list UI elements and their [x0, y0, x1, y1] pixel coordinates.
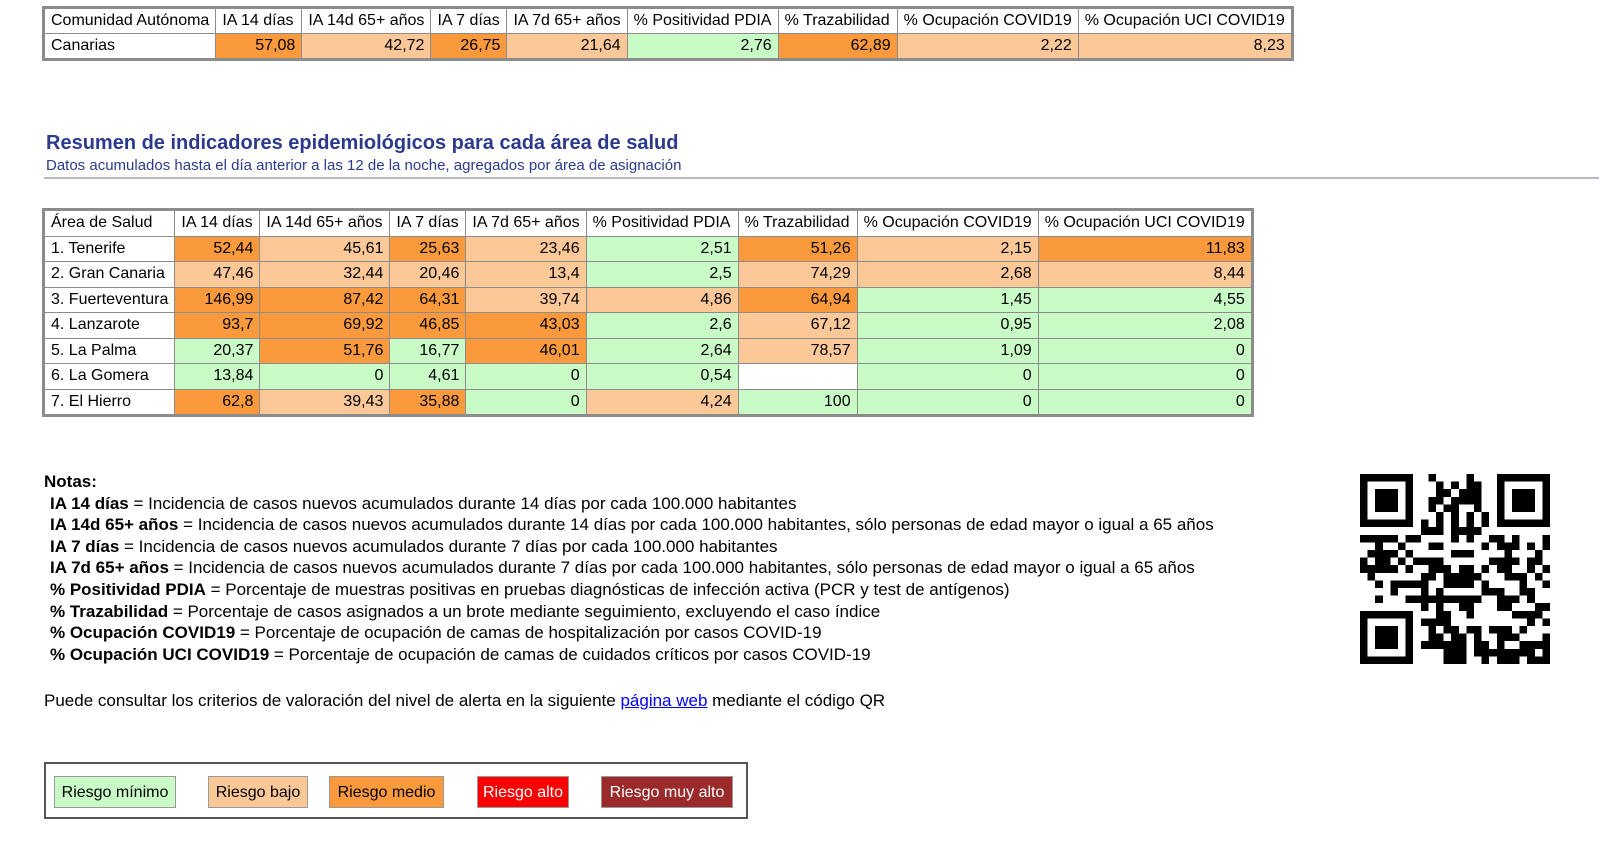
table-row — [45, 313, 1252, 339]
column-header: IA 7 días — [390, 211, 466, 237]
section-divider — [44, 177, 1599, 179]
table-cell: 20,37 — [175, 338, 260, 364]
note-description: = Porcentaje de casos asignados a un brote mediante seguimiento, excluyendo el caso índice — [168, 601, 881, 621]
table-cell: 62,89 — [778, 34, 897, 59]
table-cell: 8,23 — [1078, 34, 1291, 59]
risk-legend — [44, 762, 748, 819]
column-header: IA 7 días — [431, 9, 507, 34]
table-cell: 46,01 — [466, 338, 586, 364]
table-cell: 146,99 — [175, 287, 260, 313]
note-term: % Ocupación COVID19 — [50, 623, 236, 643]
consult-text — [44, 691, 885, 711]
column-header: % Trazabilidad — [778, 9, 897, 34]
table-cell: 93,7 — [175, 313, 260, 339]
note-item — [44, 536, 1214, 558]
notes-section — [44, 471, 1214, 665]
table-cell: 0 — [857, 389, 1038, 415]
note-item — [44, 622, 1214, 644]
table-cell: 26,75 — [431, 34, 507, 59]
note-term: IA 7 días — [50, 536, 120, 556]
table-cell: 74,29 — [738, 262, 857, 288]
table-cell: 2,6 — [586, 313, 738, 339]
table-cell: 1,09 — [857, 338, 1038, 364]
column-header: % Trazabilidad — [738, 211, 857, 237]
legend-risk-medium: Riesgo medio — [329, 776, 444, 808]
column-header: % Ocupación UCI COVID19 — [1038, 211, 1251, 237]
table-cell: 4,55 — [1038, 287, 1251, 313]
table-cell: 51,26 — [738, 236, 857, 262]
table-cell: 64,31 — [390, 287, 466, 313]
table-cell: 67,12 — [738, 313, 857, 339]
area-name: 2. Gran Canaria — [45, 262, 175, 288]
table-cell: 45,61 — [260, 236, 390, 262]
table-cell: 32,44 — [260, 262, 390, 288]
note-item — [44, 557, 1214, 579]
table-cell: 16,77 — [390, 338, 466, 364]
table-row — [45, 34, 1292, 59]
note-description: = Incidencia de casos nuevos acumulados durante 7 días por cada 100.000 habitantes, sólo personas de edad mayor o igual a 65 años — [168, 558, 1195, 578]
table-cell: 11,83 — [1038, 236, 1251, 262]
note-term: IA 7d 65+ años — [50, 558, 169, 578]
table-cell: 20,46 — [390, 262, 466, 288]
column-header: IA 7d 65+ años — [466, 211, 586, 237]
table-cell: 0,54 — [586, 364, 738, 390]
table-cell: 62,8 — [175, 389, 260, 415]
area-name: 5. La Palma — [45, 338, 175, 364]
column-header: Comunidad Autónoma — [45, 9, 216, 34]
column-header: IA 14 días — [175, 211, 260, 237]
column-header: Área de Salud — [45, 211, 175, 237]
note-description: = Porcentaje de ocupación de camas de hospitalización por casos COVID-19 — [235, 623, 822, 643]
notes-title: Notas: — [44, 472, 97, 491]
table-cell: 0 — [1038, 338, 1251, 364]
table-row — [45, 364, 1252, 390]
note-description: = Porcentaje de muestras positivas en pruebas diagnósticas de infección activa (PCR y test de antígenos) — [205, 579, 1010, 599]
table-row — [45, 236, 1252, 262]
community-summary-table — [44, 8, 1292, 59]
table-cell: 0 — [260, 364, 390, 390]
table-cell — [738, 364, 857, 390]
column-header: % Positividad PDIA — [627, 9, 778, 34]
health-area-table — [44, 210, 1252, 415]
note-description: = Incidencia de casos nuevos acumulados durante 7 días por cada 100.000 habitantes — [119, 536, 778, 556]
table-cell: 2,22 — [897, 34, 1078, 59]
table-cell: 87,42 — [260, 287, 390, 313]
note-term: % Trazabilidad — [50, 601, 169, 621]
note-term: IA 14 días — [50, 493, 129, 513]
column-header: % Positividad PDIA — [586, 211, 738, 237]
column-header: IA 7d 65+ años — [507, 9, 627, 34]
area-name: 1. Tenerife — [45, 236, 175, 262]
table-cell: 23,46 — [466, 236, 586, 262]
consult-text-before: Puede consultar los criterios de valoración del nivel de alerta en la siguiente — [44, 691, 621, 710]
column-header: IA 14d 65+ años — [260, 211, 390, 237]
note-item — [44, 601, 1214, 623]
table-cell: 2,76 — [627, 34, 778, 59]
column-header: % Ocupación UCI COVID19 — [1078, 9, 1291, 34]
legend-risk-minimal: Riesgo mínimo — [54, 776, 176, 808]
table-cell: 8,44 — [1038, 262, 1251, 288]
table-row — [45, 338, 1252, 364]
note-term: % Ocupación UCI COVID19 — [50, 644, 270, 664]
column-header: % Ocupación COVID19 — [857, 211, 1038, 237]
table-cell: 2,51 — [586, 236, 738, 262]
table-cell: 0 — [1038, 389, 1251, 415]
note-term: IA 14d 65+ años — [50, 515, 179, 535]
table-cell: 43,03 — [466, 313, 586, 339]
table-cell: 13,4 — [466, 262, 586, 288]
table-cell: 2,5 — [586, 262, 738, 288]
table-cell: 4,24 — [586, 389, 738, 415]
table-cell: 21,64 — [507, 34, 627, 59]
legend-risk-high: Riesgo alto — [477, 776, 569, 808]
area-name: 4. Lanzarote — [45, 313, 175, 339]
table-cell: 2,64 — [586, 338, 738, 364]
consult-text-after: mediante el código QR — [707, 691, 886, 710]
area-name: 3. Fuerteventura — [45, 287, 175, 313]
note-description: = Incidencia de casos nuevos acumulados durante 14 días por cada 100.000 habitantes, sólo personas de edad mayor o igual a 65 años — [178, 515, 1214, 535]
column-header: % Ocupación COVID19 — [897, 9, 1078, 34]
table-cell: 4,61 — [390, 364, 466, 390]
table-cell: 0 — [1038, 364, 1251, 390]
table-cell: 1,45 — [857, 287, 1038, 313]
table-cell: 2,68 — [857, 262, 1038, 288]
table-cell: 78,57 — [738, 338, 857, 364]
area-name: 6. La Gomera — [45, 364, 175, 390]
table-cell: 0 — [857, 364, 1038, 390]
table-cell: 39,74 — [466, 287, 586, 313]
community-name: Canarias — [45, 34, 216, 59]
note-item — [44, 644, 1214, 666]
table-cell: 46,85 — [390, 313, 466, 339]
note-item — [44, 493, 1214, 515]
table-header-row — [45, 9, 1292, 34]
table-cell: 0 — [466, 364, 586, 390]
table-cell: 2,08 — [1038, 313, 1251, 339]
table-cell: 35,88 — [390, 389, 466, 415]
table-header-row — [45, 211, 1252, 237]
table-cell: 4,86 — [586, 287, 738, 313]
note-item — [44, 579, 1214, 601]
legend-risk-very-high: Riesgo muy alto — [601, 776, 733, 808]
table-row — [45, 262, 1252, 288]
table-cell: 64,94 — [738, 287, 857, 313]
column-header: IA 14d 65+ años — [302, 9, 431, 34]
table-cell: 0,95 — [857, 313, 1038, 339]
table-cell: 52,44 — [175, 236, 260, 262]
table-cell: 100 — [738, 389, 857, 415]
qr-code-icon — [1360, 474, 1550, 664]
section-subtitle: Datos acumulados hasta el día anterior a las 12 de la noche, agregados por área de asignación — [46, 157, 682, 174]
table-cell: 57,08 — [216, 34, 302, 59]
note-item — [44, 514, 1214, 536]
table-cell: 25,63 — [390, 236, 466, 262]
area-name: 7. El Hierro — [45, 389, 175, 415]
table-row — [45, 287, 1252, 313]
legend-risk-low: Riesgo bajo — [208, 776, 308, 808]
column-header: IA 14 días — [216, 9, 302, 34]
web-page-link[interactable]: página web — [620, 691, 708, 710]
table-cell: 13,84 — [175, 364, 260, 390]
section-title: Resumen de indicadores epidemiológicos para cada área de salud — [46, 132, 679, 154]
table-cell: 69,92 — [260, 313, 390, 339]
table-cell: 51,76 — [260, 338, 390, 364]
table-cell: 39,43 — [260, 389, 390, 415]
table-cell: 47,46 — [175, 262, 260, 288]
table-cell: 2,15 — [857, 236, 1038, 262]
note-description: = Porcentaje de ocupación de camas de cuidados críticos por casos COVID-19 — [269, 644, 871, 664]
table-cell: 0 — [466, 389, 586, 415]
table-row — [45, 389, 1252, 415]
table-cell: 42,72 — [302, 34, 431, 59]
note-description: = Incidencia de casos nuevos acumulados durante 14 días por cada 100.000 habitantes — [128, 493, 797, 513]
note-term: % Positividad PDIA — [50, 579, 206, 599]
